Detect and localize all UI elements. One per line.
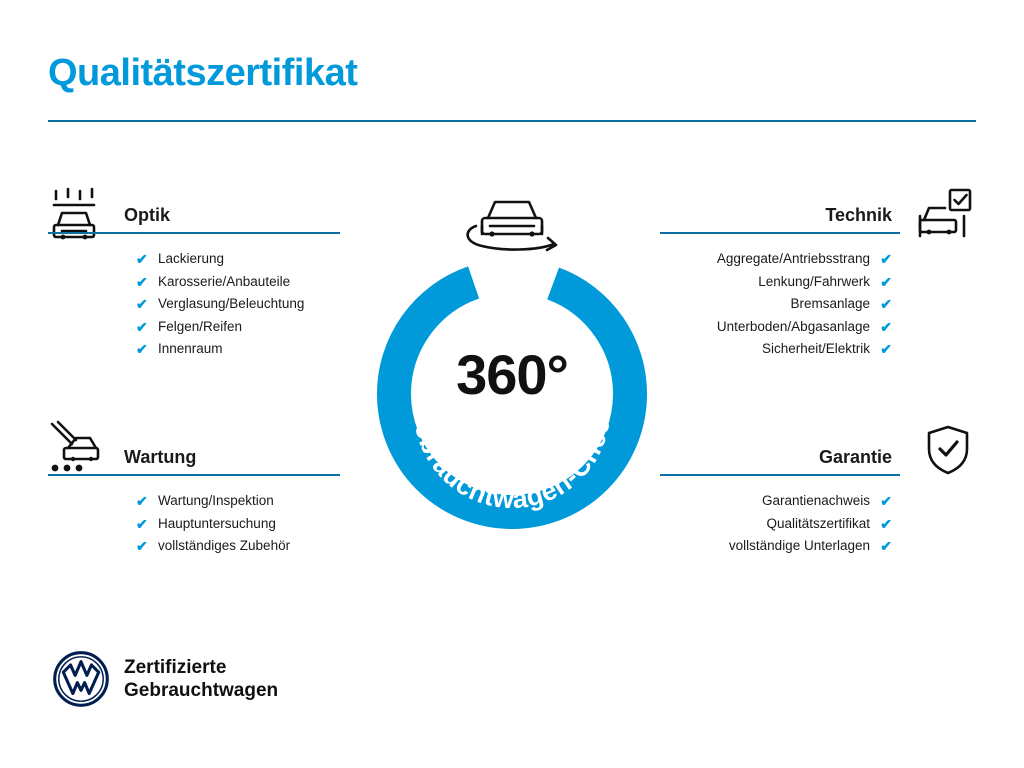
- list-item: ✔ Hauptuntersuchung: [136, 515, 276, 532]
- check-icon: ✔: [136, 273, 148, 290]
- car-front-rotate-icon: [432, 180, 592, 256]
- volkswagen-logo: [52, 650, 110, 708]
- list-item: Unterboden/Abgasanlage ✔: [716, 318, 892, 335]
- footer-line-2: Gebrauchtwagen: [124, 680, 279, 701]
- section-divider: [660, 474, 900, 476]
- car-checklist-icon: [916, 186, 974, 245]
- list-item: ✔ vollständiges Zubehör: [136, 538, 291, 555]
- check-icon: ✔: [880, 538, 892, 555]
- list-item: Aggregate/Antriebsstrang ✔: [716, 251, 892, 268]
- section-header: [660, 196, 900, 234]
- check-icon: ✔: [136, 341, 148, 358]
- check-icon: ✔: [880, 296, 892, 313]
- checklist-technik: [660, 248, 900, 361]
- check-icon: ✔: [136, 538, 148, 555]
- section-technik: [660, 196, 900, 361]
- footer-text: [124, 656, 278, 702]
- list-item: Qualitätszertifikat ✔: [766, 515, 892, 532]
- list-item: Bremsanlage ✔: [790, 296, 892, 313]
- section-title-garantie: Garantie: [818, 447, 892, 467]
- list-item: ✔ Verglasung/Beleuchtung: [136, 296, 305, 313]
- section-title-optik: Optik: [124, 205, 171, 225]
- check-icon: ✔: [880, 273, 892, 290]
- shield-check-icon: [925, 424, 971, 481]
- list-item: ✔ Wartung/Inspektion: [136, 493, 274, 510]
- list-item: Garantienachweis ✔: [761, 493, 892, 510]
- check-icon: ✔: [880, 341, 892, 358]
- section-header: [48, 196, 340, 234]
- section-wartung: [48, 438, 340, 558]
- section-header: [660, 438, 900, 476]
- list-item: ✔ Innenraum: [136, 341, 223, 358]
- title-divider: [48, 120, 976, 122]
- check-icon: ✔: [880, 515, 892, 532]
- list-item: Sicherheit/Elektrik ✔: [761, 341, 892, 358]
- section-divider: [48, 232, 340, 234]
- section-header: [48, 438, 340, 476]
- list-item: ✔ Karosserie/Anbauteile: [136, 273, 291, 290]
- footer-line-1: Zertifizierte: [124, 657, 227, 678]
- section-garantie: [660, 438, 900, 558]
- check-icon: ✔: [880, 493, 892, 510]
- list-item: Lenkung/Fahrwerk ✔: [758, 273, 892, 290]
- section-divider: [660, 232, 900, 234]
- check-icon: ✔: [136, 515, 148, 532]
- section-title-technik: Technik: [825, 205, 892, 225]
- check-value: 360°: [456, 343, 568, 406]
- checklist-garantie: [660, 490, 900, 558]
- list-item: vollständige Unterlagen ✔: [728, 538, 892, 555]
- check-icon: ✔: [880, 251, 892, 268]
- list-item: ✔ Lackierung: [136, 251, 225, 268]
- check-icon: ✔: [136, 318, 148, 335]
- checklist-optik: [48, 248, 340, 361]
- footer-brand: [52, 650, 278, 708]
- checklist-wartung: [48, 490, 340, 558]
- gebrauchtwagen-check-badge: [368, 250, 656, 538]
- section-optik: [48, 196, 340, 361]
- page-title: Qualitätszertifikat: [48, 52, 358, 94]
- check-icon: ✔: [136, 296, 148, 313]
- check-icon: ✔: [136, 493, 148, 510]
- list-item: ✔ Felgen/Reifen: [136, 318, 243, 335]
- section-divider: [48, 474, 340, 476]
- check-icon: ✔: [880, 318, 892, 335]
- section-title-wartung: Wartung: [124, 447, 197, 467]
- ring-label: Gebrauchtwagen-Check: [407, 402, 617, 515]
- check-icon: ✔: [136, 251, 148, 268]
